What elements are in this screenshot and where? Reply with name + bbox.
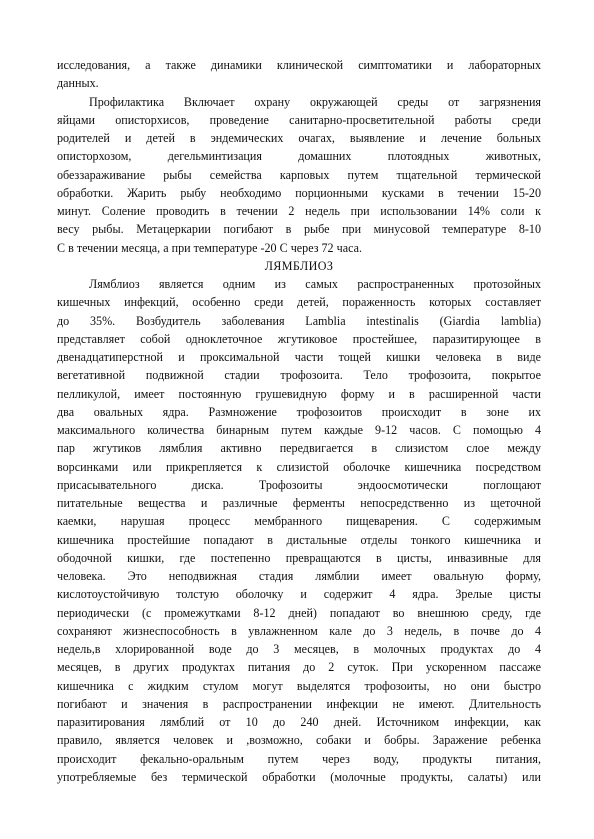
prevention-line: описторхозом, дегельминтизация домашних плотоядных животных, bbox=[57, 149, 541, 164]
giardiasis-line: ворсинками или прикрепляется к слизистой оболочке кишечника посредством bbox=[57, 459, 541, 474]
prevention-line: С в течении месяца, а при температуре -20 С через 72 часа. bbox=[57, 240, 362, 255]
giardiasis-line: пар жгутиков лямблия активно передвигается в слизистом слое между bbox=[57, 441, 541, 456]
prevention-line: родителей и детей в эндемических очагах, выявление и лечение больных bbox=[57, 131, 541, 145]
giardiasis-line: каемки, нарушая процесс мембранного пищеварения. С содержимым bbox=[57, 514, 541, 529]
giardiasis-line: погибают и значения в распространении инфекции не имеют. Длительность bbox=[57, 696, 541, 711]
giardiasis-line: вегетативной подвижной стадии трофозоита. Тело трофозоита, покрытое bbox=[57, 368, 541, 383]
giardiasis-line: периодически (с промежутками 8-12 дней) попадают во внешнюю среду, где bbox=[57, 605, 541, 620]
giardiasis-line: питательные вещества и различные ферменты непосредственно из щеточной bbox=[57, 496, 541, 510]
giardiasis-line: два овальных ядра. Размножение трофозоитов происходит в зоне их bbox=[57, 404, 541, 419]
prevention-line: яйцами описторхисов, проведение санитарно-просветительной работы среди bbox=[57, 112, 541, 127]
giardiasis-line: недель,в хлорированной воде до 3 месяцев, в молочных продуктах до 4 bbox=[57, 642, 541, 656]
prevention-line: весу рыбы. Метацеркарии погибают в рыбе при минусовой температуре 8-10 bbox=[57, 222, 541, 237]
giardiasis-line: Лямблиоз является одним из самых распространенных протозойных bbox=[89, 277, 541, 291]
giardiasis-line: паразитирования лямблий от 10 до 240 дней. Источником инфекции, как bbox=[57, 715, 541, 729]
giardiasis-line: присасывательного диска. Трофозоиты эндоосмотически поглощают bbox=[57, 477, 541, 492]
giardiasis-line: правило, является человек и ,возможно, собаки и бобры. Заражение ребенка bbox=[57, 733, 541, 748]
document-body bbox=[57, 56, 541, 786]
giardiasis-line: максимального количества бинарным путем каждые 9-12 часов. С помощью 4 bbox=[57, 423, 541, 437]
giardiasis-line: пелликулой, имеет постоянную грушевидную форму и в расширенной части bbox=[57, 386, 541, 401]
intro-line: данных. bbox=[57, 76, 99, 91]
giardiasis-line: человека. Это неподвижная стадия лямблии имеет овальную форму, bbox=[57, 569, 541, 583]
prevention-line: обеззараживание рыбы семейства карповых путем тщательной термической bbox=[57, 167, 541, 182]
giardiasis-line: представляет собой одноклеточное жгутиковое простейшее, паразитирующее в bbox=[57, 331, 541, 346]
section-title: ЛЯМБЛИОЗ bbox=[264, 258, 334, 273]
giardiasis-line: сохраняют жизнеспособность в увлажненном кале до 3 недель, в почве до 4 bbox=[57, 623, 541, 638]
giardiasis-line: ободочной кишки, где постепенно превращаются в цисты, инвазивные для bbox=[57, 550, 541, 565]
giardiasis-line: употребляемые без термической обработки (молочные продукты, салаты) или bbox=[57, 769, 541, 784]
giardiasis-line: кислотоустойчивую толстую оболочку и содержит 4 ядра. Зрелые цисты bbox=[57, 587, 541, 602]
giardiasis-line: до 35%. Возбудитель заболевания Lamblia intestinalis (Giardia lamblia) bbox=[57, 313, 541, 328]
giardiasis-line: кишечных инфекций, особенно среди детей, пораженность которых составляет bbox=[57, 295, 541, 310]
giardiasis-line: происходит фекально-оральным путем через воду, продукты питания, bbox=[57, 751, 541, 766]
giardiasis-line: кишечника с жидким стулом могут выделятся трофозоиты, но они быстро bbox=[57, 678, 541, 693]
giardiasis-line: месяцев, в других продуктах питания до 2 суток. При ускоренном пассаже bbox=[57, 660, 541, 675]
giardiasis-paragraph bbox=[57, 275, 541, 786]
giardiasis-line: кишечника простейшие попадают в дистальные отделы тонкого кишечника и bbox=[57, 532, 541, 547]
giardiasis-line: двенадцатиперстной и проксимальной части тощей кишки человека в виде bbox=[57, 350, 541, 364]
prevention-line: обработки. Жарить рыбу необходимо порционными кусками в течении 15-20 bbox=[57, 185, 541, 200]
intro-line: исследования, а также динамики клинической симптоматики и лабораторных bbox=[57, 58, 541, 72]
prevention-line: Профилактика Включает охрану окружающей среды от загрязнения bbox=[89, 94, 541, 109]
prevention-line: минут. Соление проводить в течении 2 недель при использовании 14% соли к bbox=[57, 204, 541, 218]
